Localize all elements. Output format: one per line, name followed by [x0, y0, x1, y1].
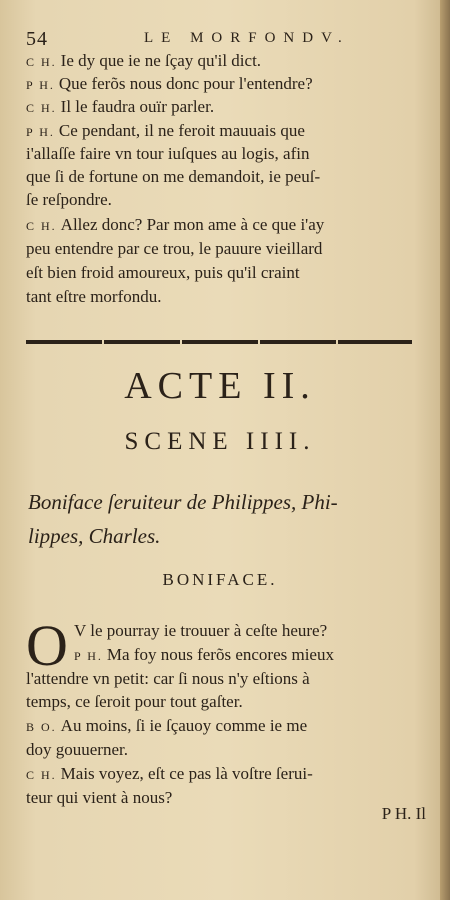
- line-text: Que ferõs nous donc pour l'entendre?: [58, 74, 313, 93]
- dialogue-line: [26, 668, 310, 690]
- line-text: eſt bien froid amoureux, puis qu'il craint: [26, 263, 300, 282]
- cast-list-line: Boniface ſeruiteur de Philippes, Phi-: [28, 490, 338, 514]
- speaker-abbrev: P H.: [74, 649, 103, 663]
- dialogue-line: [26, 763, 313, 786]
- act-title: ACTE II.: [124, 365, 316, 407]
- dialogue-line: [26, 143, 309, 165]
- dialogue-line: [26, 691, 243, 713]
- line-text: tant eſtre morfondu.: [26, 287, 162, 306]
- dialogue-line: [26, 286, 162, 308]
- line-text: Allez donc? Par mon ame à ce que i'ay: [60, 215, 325, 234]
- drop-cap: O: [26, 613, 68, 678]
- running-title: LE MORFONDV.: [144, 30, 350, 46]
- line-text: l'attendre vn petit: car ſi nous n'y eſtions à: [26, 669, 310, 688]
- speaker-abbrev: C H.: [26, 55, 57, 69]
- line-text: teur qui vient à nous?: [26, 788, 173, 807]
- catchword: P H. Il: [381, 804, 426, 823]
- dialogue-line: [26, 739, 128, 761]
- speaker-abbrev: B O.: [26, 720, 57, 734]
- line-text: Il le faudra ouïr parler.: [60, 97, 215, 116]
- line-text: Ie dy que ie ne ſçay qu'il dict.: [60, 51, 262, 70]
- dialogue-line: [26, 73, 313, 96]
- line-text: Au moins, ſi ie ſçauoy comme ie me: [60, 716, 308, 735]
- speaker-abbrev: C H.: [26, 768, 57, 782]
- dialogue-line: [26, 214, 324, 237]
- page-number: 54: [26, 28, 48, 50]
- speaker-abbrev: C H.: [26, 219, 57, 233]
- line-text: doy gouuerner.: [26, 740, 128, 759]
- line-text: peu entendre par ce trou, le pauure vieillard: [26, 239, 323, 258]
- dialogue-line: [26, 120, 305, 143]
- dialogue-line: [26, 50, 261, 73]
- dialogue-line: [26, 715, 307, 738]
- dialogue-line: [26, 238, 322, 260]
- speaker-abbrev: P H.: [26, 125, 55, 139]
- dialogue-line: [26, 189, 112, 211]
- dialogue-line: [26, 166, 320, 188]
- dialogue-line: [26, 262, 300, 284]
- dialogue-line: [74, 620, 327, 642]
- line-text: Ce pendant, il ne feroit mauuais que: [58, 121, 305, 140]
- line-text: que ſi de fortune on me demandoit, ie peuſ-: [26, 167, 321, 186]
- line-text: V le pourray ie trouuer à ceſte heure?: [74, 621, 328, 640]
- dialogue-line: [26, 787, 172, 809]
- line-text: Mais voyez, eſt ce pas là voſtre ſerui-: [60, 764, 313, 783]
- scene-title: SCENE IIII.: [124, 428, 316, 455]
- line-text: Ma foy nous ferõs encores mieux: [106, 645, 334, 664]
- page-header: [22, 28, 428, 50]
- line-text: temps, ce ſeroit pour tout gaſter.: [26, 692, 243, 711]
- dialogue-line: [74, 644, 334, 667]
- ornamental-rule: [26, 340, 412, 344]
- book-spine-edge: [440, 0, 450, 900]
- dialogue-line: [26, 96, 214, 119]
- speaker-abbrev: P H.: [26, 78, 55, 92]
- speaker-abbrev: C H.: [26, 101, 57, 115]
- cast-list-line: lippes, Charles.: [28, 524, 161, 548]
- line-text: i'allaſſe faire vn tour iuſques au logis, afin: [26, 144, 310, 163]
- speaker-heading: BONIFACE.: [162, 570, 278, 589]
- line-text: ſe reſpondre.: [26, 190, 112, 209]
